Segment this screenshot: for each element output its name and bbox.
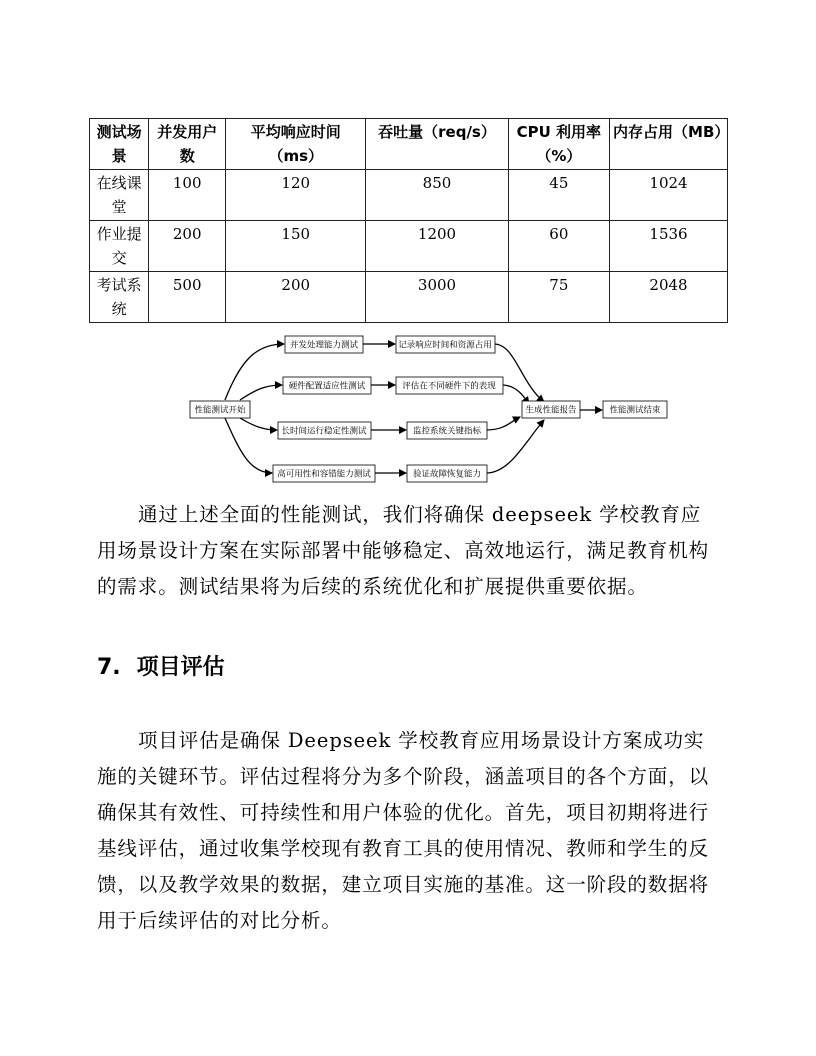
flow-node-label: 硬件配置适应性测试 <box>288 381 366 392</box>
paragraph-evaluation: 项目评估是确保 Deepseek 学校教育应用场景设计方案成功实施的关键环节。评估过程将分为多个阶段，涵盖项目的各个方面，以确保其有效性、可持续性和用户体验的优化。首先，项目初期将进行基线评估，通过收集学校现有教育工具的使用情况、教师和学生的反馈，以及教学效果的数据，建立项目实施的基准。这一阶段的数据将用于后续评估的对比分析。 <box>97 729 710 932</box>
header-cpu: CPU 利用率（%） <box>508 119 609 170</box>
flow-node-step-monitor <box>407 422 487 439</box>
table-cell: 作业提交 <box>90 221 149 272</box>
table-cell: 45 <box>508 170 609 221</box>
flow-node-report-label: 生成性能报告 <box>525 405 577 416</box>
flow-arrow <box>486 417 520 430</box>
flow-arrow <box>486 420 544 473</box>
flow-node-step-evaluate <box>396 377 503 394</box>
flow-arrow <box>240 385 282 400</box>
table-cell: 75 <box>508 272 609 323</box>
performance-table <box>89 118 728 323</box>
flow-node-test-hardware <box>283 377 371 394</box>
flow-node-end <box>603 401 667 418</box>
flow-node-start-label: 性能测试开始 <box>194 405 246 416</box>
header-memory: 内存占用（MB） <box>610 119 728 170</box>
table-cell: 1200 <box>366 221 508 272</box>
section-number: 7. <box>97 655 121 680</box>
table-cell: 200 <box>149 221 226 272</box>
flow-node-label: 并发处理能力测试 <box>289 340 359 351</box>
table-cell: 200 <box>226 272 366 323</box>
flow-node-step-record <box>396 336 495 353</box>
header-users: 并发用户数 <box>149 119 226 170</box>
header-scenario: 测试场景 <box>90 119 149 170</box>
flow-node-test-concurrency <box>285 336 363 353</box>
flow-arrow <box>225 418 272 473</box>
table-cell: 1536 <box>610 221 728 272</box>
performance-test-flowchart <box>180 322 680 494</box>
header-response: 平均响应时间（ms） <box>226 119 366 170</box>
table-cell: 考试系统 <box>90 272 149 323</box>
table-cell: 150 <box>226 221 366 272</box>
flow-node-label: 评估在不同硬件下的表现 <box>402 381 496 392</box>
table-cell: 100 <box>149 170 226 221</box>
flow-node-test-availability <box>273 465 375 482</box>
table-row <box>90 170 728 221</box>
table-cell: 在线课堂 <box>90 170 149 221</box>
paragraph-summary: 通过上述全面的性能测试，我们将确保 deepseek 学校教育应用场景设计方案在实际部署中能够稳定、高效地运行，满足教育机构的需求。测试结果将为后续的系统优化和扩展提供重要依据。 <box>97 503 710 598</box>
table-cell: 120 <box>226 170 366 221</box>
table-cell: 60 <box>508 221 609 272</box>
flow-node-step-verify <box>407 465 487 482</box>
flow-arrow <box>240 418 277 430</box>
table-header-row <box>90 119 728 170</box>
table-cell: 3000 <box>366 272 508 323</box>
flow-node-report <box>522 401 580 418</box>
section-title: 项目评估 <box>136 655 225 680</box>
table-cell: 1024 <box>610 170 728 221</box>
table-cell: 500 <box>149 272 226 323</box>
table-cell: 850 <box>366 170 508 221</box>
flow-node-label: 监控系统关键指标 <box>412 426 482 437</box>
flow-node-label: 记录响应时间和资源占用 <box>398 340 492 351</box>
section-heading <box>97 652 225 684</box>
flow-node-label: 长时间运行稳定性测试 <box>281 426 367 437</box>
flow-node-end-label: 性能测试结束 <box>609 405 661 416</box>
flow-node-label: 验证故障恢复能力 <box>412 469 482 480</box>
table-row <box>90 272 728 323</box>
header-throughput: 吞吐量（req/s） <box>366 119 508 170</box>
table-cell: 2048 <box>610 272 728 323</box>
flow-node-start <box>190 401 250 418</box>
flow-node-test-stability <box>278 422 371 439</box>
flow-node-label: 高可用性和容错能力测试 <box>277 469 371 480</box>
table-row <box>90 221 728 272</box>
